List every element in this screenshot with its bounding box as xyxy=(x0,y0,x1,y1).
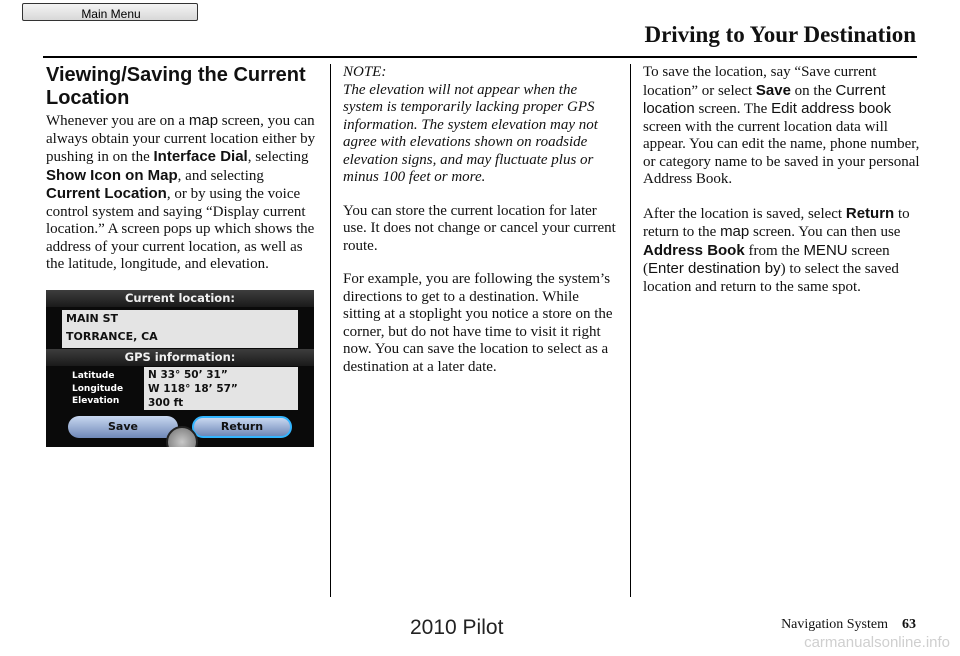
address-box xyxy=(62,310,298,348)
model-label: 2010 Pilot xyxy=(410,616,504,639)
screen-header-current-location: Current location: xyxy=(46,290,314,307)
paragraph: After the location is saved, select Return to return to the map screen. You can then use Address Book from the MENU screen (Enter destination by) to select the saved location and return to the same spot. xyxy=(643,204,910,295)
page-number: 63 xyxy=(902,617,916,632)
screen-header-gps: GPS information: xyxy=(46,349,314,366)
intro-paragraph: Whenever you are on a map screen, you can always obtain your current location either by pushing in on the Interface Dial, selecting Show Icon on Map, and selecting Current Location, or by using the voice control system and saying “Display current location.” A screen pops up which shows the address of your current location, as well as the latitude, longitude, and elevation. xyxy=(46,112,316,272)
column-2 xyxy=(343,64,620,392)
address-line: TORRANCE, CA xyxy=(66,330,158,343)
main-menu-button[interactable]: Main Menu xyxy=(22,3,198,21)
title-rule xyxy=(43,56,917,58)
note-text: The elevation will not appear when the system is temporarily lacking proper GPS information. The system elevation may not agree with elevations shown on roadside elevation signs, and may fluctuate plus or minus 100 feet or more. xyxy=(343,81,598,185)
column-divider xyxy=(630,64,631,597)
paragraph: For example, you are following the system’s directions to get to a destination. While sitting at a stoplight you notice a store on the corner, but do not have time to visit it right now. You can save the location to select as a destination at a later date. xyxy=(343,271,613,375)
gps-values-box xyxy=(144,367,298,410)
page-footer xyxy=(781,617,916,633)
column-divider xyxy=(330,64,331,597)
column-1 xyxy=(46,64,320,274)
current-location-screen xyxy=(46,290,314,447)
note-label: NOTE: xyxy=(343,64,387,80)
latitude-value: N 33° 50’ 31” xyxy=(148,369,228,381)
latitude-label: Latitude xyxy=(72,371,115,381)
elevation-label: Elevation xyxy=(72,396,120,406)
longitude-value: W 118° 18’ 57” xyxy=(148,383,238,395)
page-title: Driving to Your Destination xyxy=(644,22,916,47)
paragraph: To save the location, say “Save current location” or select Save on the Current location screen. The Edit address book screen with the current location data will appear. You can edit the name, phone number, or category name to be saved in your personal Address Book. xyxy=(643,64,920,187)
return-button[interactable]: Return xyxy=(192,416,292,438)
note-block xyxy=(343,64,620,187)
longitude-label: Longitude xyxy=(72,383,124,394)
paragraph: You can store the current location for later use. It does not change or cancel your current route. xyxy=(343,202,616,254)
address-line: MAIN ST xyxy=(66,312,119,325)
section-heading: Viewing/Saving the Current Location xyxy=(46,64,306,109)
column-3 xyxy=(643,64,921,312)
gps-labels xyxy=(72,370,123,408)
elevation-value: 300 ft xyxy=(148,397,184,409)
save-button[interactable]: Save xyxy=(68,416,178,438)
section-name: Navigation System xyxy=(781,617,888,632)
watermark: carmanualsonline.info xyxy=(804,634,950,651)
